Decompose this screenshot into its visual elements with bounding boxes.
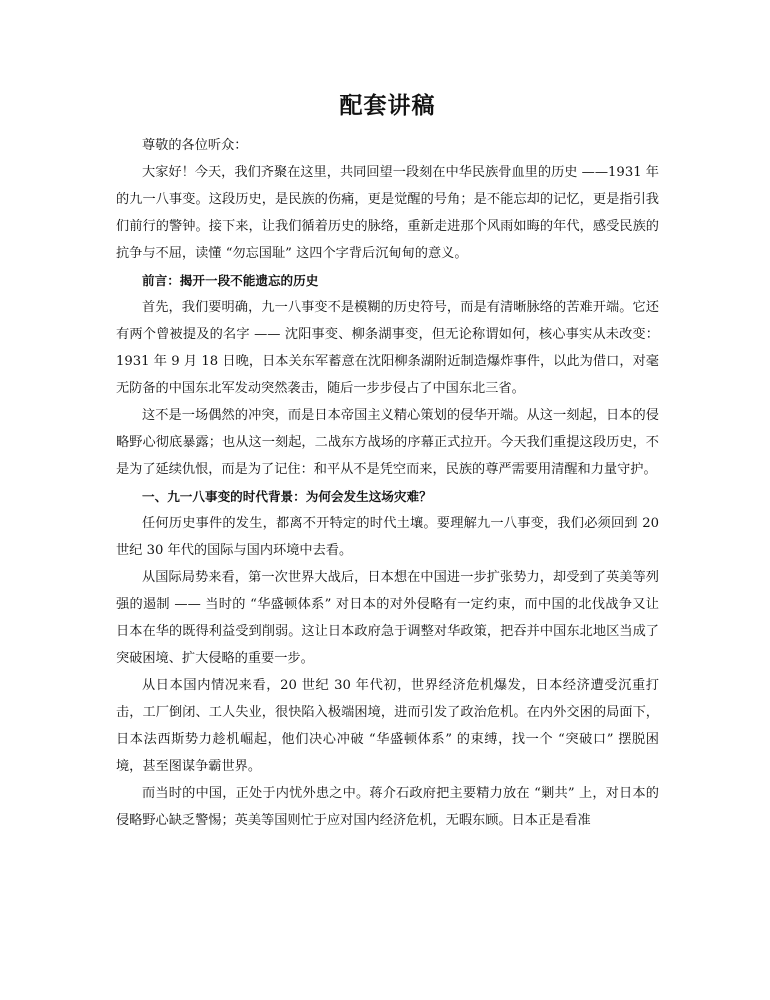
preface-paragraph-1: 首先，我们要明确，九一八事变不是模糊的历史符号，而是有清晰脉络的苦难开端。它还有两个曾被提及的名字 —— 沈阳事变、柳条湖事变，但无论称谓如何，核心事实从未改变：1931 年 9 月 18 日晚，日本关东军蓄意在沈阳柳条湖附近制造爆炸事件，以此为借口，对毫无防备的中国东北军发动突然袭击，随后一步步侵占了中国东北三省。 <box>116 300 659 396</box>
section-1-paragraph-2: 从国际局势来看，第一次世界大战后，日本想在中国进一步扩张势力，却受到了英美等列强的遏制 —— 当时的 “华盛顿体系” 对日本的对外侵略有一定约束，而中国的北伐战争又让日本在华的既得利益受到削弱。这让日本政府急于调整对华政策，把吞并中国东北地区当成了突破困境、扩大侵略的重要一步。 <box>116 570 659 666</box>
intro-paragraph: 大家好！今天，我们齐聚在这里，共同回望一段刻在中华民族骨血里的历史 ——1931 年的九一八事变。这段历史，是民族的伤痛，更是觉醒的号角；是不能忘却的记忆，更是指引我们前行的警钟。接下来，让我们循着历史的脉络，重新走进那个风雨如晦的年代，感受民族的抗争与不屈，读懂 “勿忘国耻” 这四个字背后沉甸甸的意义。 <box>116 165 659 261</box>
salutation: 尊敬的各位听众： <box>142 138 248 153</box>
preface-heading: 前言：揭开一段不能遗忘的历史 <box>142 273 319 288</box>
document-body <box>116 88 659 834</box>
preface-paragraph-2: 这不是一场偶然的冲突，而是日本帝国主义精心策划的侵华开端。从这一刻起，日本的侵略野心彻底暴露；也从这一刻起，二战东方战场的序幕正式拉开。今天我们重提这段历史，不是为了延续仇恨，而是为了记住：和平从不是凭空而来，民族的尊严需要用清醒和力量守护。 <box>116 408 659 477</box>
section-1-paragraph-4: 而当时的中国，正处于内忧外患之中。蒋介石政府把主要精力放在 “剿共” 上，对日本的侵略野心缺乏警惕；英美等国则忙于应对国内经济危机，无暇东顾。日本正是看准 <box>116 786 659 828</box>
section-1-heading: 一、九一八事变的时代背景：为何会发生这场灾难？ <box>142 489 432 504</box>
section-1-paragraph-1: 任何历史事件的发生，都离不开特定的时代土壤。要理解九一八事变，我们必须回到 20 世纪 30 年代的国际与国内环境中去看。 <box>116 516 659 558</box>
section-1-paragraph-3: 从日本国内情况来看，20 世纪 30 年代初，世界经济危机爆发，日本经济遭受沉重打击，工厂倒闭、工人失业，很快陷入极端困境，进而引发了政治危机。在内外交困的局面下，日本法西斯势力趁机崛起，他们决心冲破 “华盛顿体系” 的束缚，找一个 “突破口” 摆脱困境，甚至图谋争霸世界。 <box>116 678 659 774</box>
page-title: 配套讲稿 <box>339 93 436 119</box>
